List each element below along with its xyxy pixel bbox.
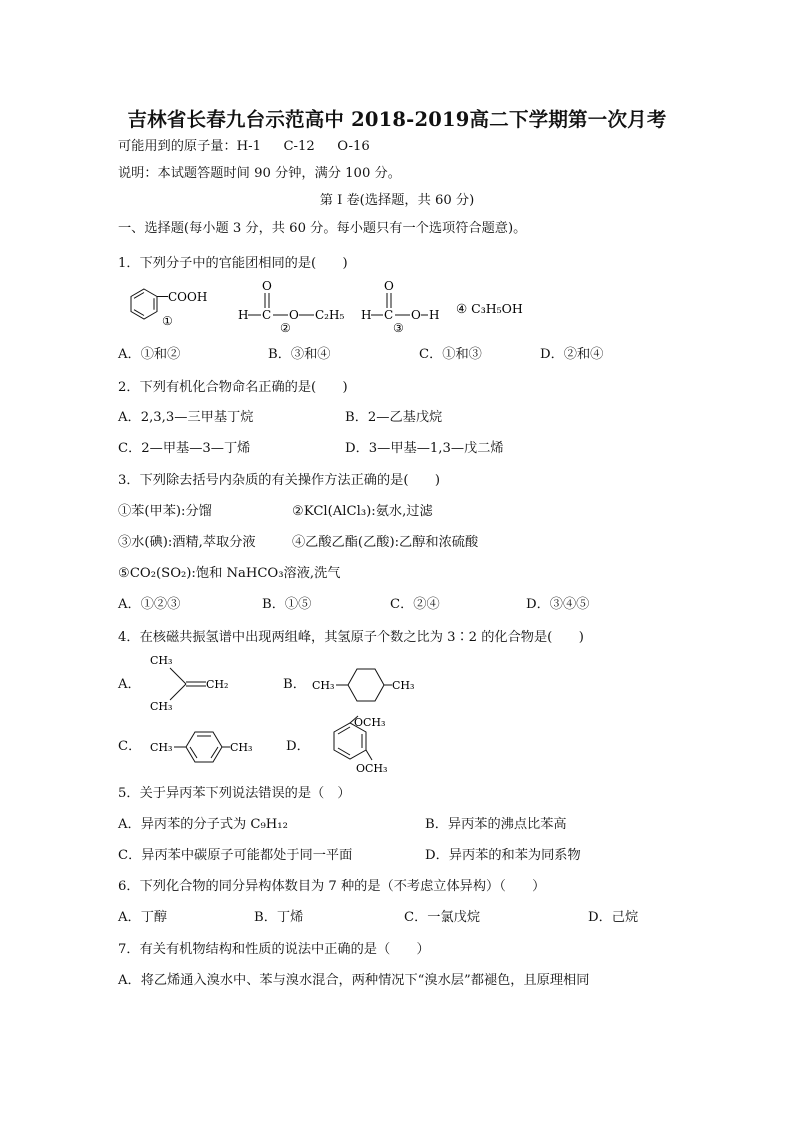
q1-item-4: ④ C₃H₅OH: [456, 301, 523, 316]
q1-option-c: C．①和③: [419, 347, 482, 362]
q3-stem: 3．下列除去括号内杂质的有关操作方法正确的是( ): [118, 473, 440, 488]
part-heading: 一、选择题(每小题 3 分，共 60 分。每小题只有一个选项符合题意)。: [118, 221, 527, 236]
q1-stem: 1．下列分子中的官能团相同的是( ): [118, 256, 348, 271]
ester-ethyl-label: C₂H₅: [315, 308, 345, 322]
q1-option-b: B．③和④: [268, 347, 331, 362]
benzoic-cooh-label: COOH: [168, 290, 208, 304]
q5-option-a: A．异丙苯的分子式为 C₉H₁₂: [118, 817, 288, 832]
q2-option-b: B．2—乙基戊烷: [345, 410, 443, 425]
atomic-mass-h: 可能用到的原子量：H-1: [118, 139, 262, 154]
q3-item-5: ⑤CO₂(SO₂):饱和 NaHCO₃溶液,洗气: [118, 566, 341, 581]
q6-option-c: C．一氯戊烷: [404, 910, 481, 925]
q6-option-d: D．己烷: [588, 910, 639, 925]
q2-option-d: D．3—甲基—1,3—戊二烯: [345, 441, 504, 456]
q4-structure-d: [312, 712, 402, 778]
a-ch3-bottom-label: CH₃: [150, 700, 173, 713]
q5-option-d: D．异丙苯的和苯为同系物: [425, 848, 581, 863]
q3-item-4: ④乙酸乙酯(乙酸):乙醇和浓硫酸: [292, 535, 479, 550]
q1-option-a: A．①和②: [118, 347, 181, 362]
q3-option-d: D．③④⑤: [526, 597, 590, 612]
q1-structures: [110, 276, 550, 334]
q3-option-b: B．①⑤: [262, 597, 312, 612]
q6-stem: 6．下列化合物的同分异构体数目为 7 种的是（不考虑立体异构）（ ）: [118, 879, 546, 894]
formic-o-label: O: [411, 308, 421, 322]
q5-option-b: B．异丙苯的沸点比苯高: [425, 817, 567, 832]
ester-c-label: C: [262, 308, 272, 322]
instructions: 说明：本试题答题时间 90 分钟，满分 100 分。: [118, 166, 401, 181]
a-bonds: [170, 668, 206, 700]
q7-option-a: A．将乙烯通入溴水中、苯与溴水混合，两种情况下“溴水层”都褪色，且原理相同: [118, 973, 590, 988]
q2-stem: 2．下列有机化合物命名正确的是( ): [118, 380, 348, 395]
q2-option-c: C．2—甲基—3—丁烯: [118, 441, 251, 456]
q4-structure-a: [148, 652, 248, 714]
atomic-mass-line: [118, 138, 370, 156]
q7-stem: 7．有关有机物结构和性质的说法中正确的是（ ）: [118, 942, 430, 957]
b-ch3-right-label: CH₃: [392, 679, 415, 692]
q5-option-c: C．异丙苯中碳原子可能都处于同一平面: [118, 848, 353, 863]
q4-letter-c: C．: [118, 739, 142, 754]
q3-option-c: C．②④: [390, 597, 440, 612]
formic-h2-label: H: [429, 308, 440, 322]
d-och3-2-label: OCH₃: [356, 762, 388, 775]
ester-o-double-label: O: [262, 279, 272, 293]
c-ring: [174, 732, 230, 762]
exam-title: 吉林省长春九台示范高中 2018-2019高二下学期第一次月考: [127, 108, 667, 131]
q2-option-a: A．2,3,3—三甲基丁烷: [118, 410, 254, 425]
q4-letter-b: B．: [283, 677, 306, 692]
q5-stem: 5．关于异丙苯下列说法错误的是（ ）: [118, 786, 351, 801]
q4-stem: 4．在核磁共振氢谱中出现两组峰，其氢原子个数之比为 3∶2 的化合物是( ): [118, 630, 584, 645]
d-och3-1-label: OCH₃: [354, 716, 386, 729]
q3-item-2: ②KCl(AlCl₃):氨水,过滤: [292, 504, 433, 519]
b-ring: [336, 669, 392, 701]
c-ch3-right-label: CH₃: [230, 741, 253, 754]
q4-letter-d: D．: [286, 739, 310, 754]
q1-option-d: D．②和④: [540, 347, 604, 362]
formic-o-double-label: O: [384, 279, 394, 293]
ester-number-label: ②: [280, 321, 291, 334]
ester-o-label: O: [289, 308, 299, 322]
q3-option-a: A．①②③: [118, 597, 181, 612]
q3-item-1: ①苯(甲苯):分馏: [118, 504, 212, 519]
q4-letter-a: A．: [118, 677, 141, 692]
section-title: 第 I 卷(选择题，共 60 分): [319, 193, 475, 208]
formic-h-label: H: [361, 308, 372, 322]
a-ch3-top-label: CH₃: [150, 654, 173, 667]
q4-structure-b: [312, 662, 422, 706]
a-ch2-label: CH₂: [206, 678, 229, 691]
ester-h-label: H: [238, 308, 249, 322]
formic-number-label: ③: [393, 321, 404, 334]
b-ch3-left-label: CH₃: [312, 679, 335, 692]
ester-bonds: [248, 293, 314, 315]
atomic-mass-o: O-16: [337, 139, 370, 154]
q6-option-b: B．丁烯: [254, 910, 304, 925]
formic-c-label: C: [384, 308, 394, 322]
atomic-mass-c: C-12: [283, 139, 315, 154]
q3-item-3: ③水(碘):酒精,萃取分液: [118, 535, 256, 550]
c-ch3-left-label: CH₃: [150, 741, 173, 754]
q6-option-a: A．丁醇: [118, 910, 168, 925]
q4-structure-c: [150, 726, 260, 768]
benzoic-number-label: ①: [162, 314, 173, 328]
